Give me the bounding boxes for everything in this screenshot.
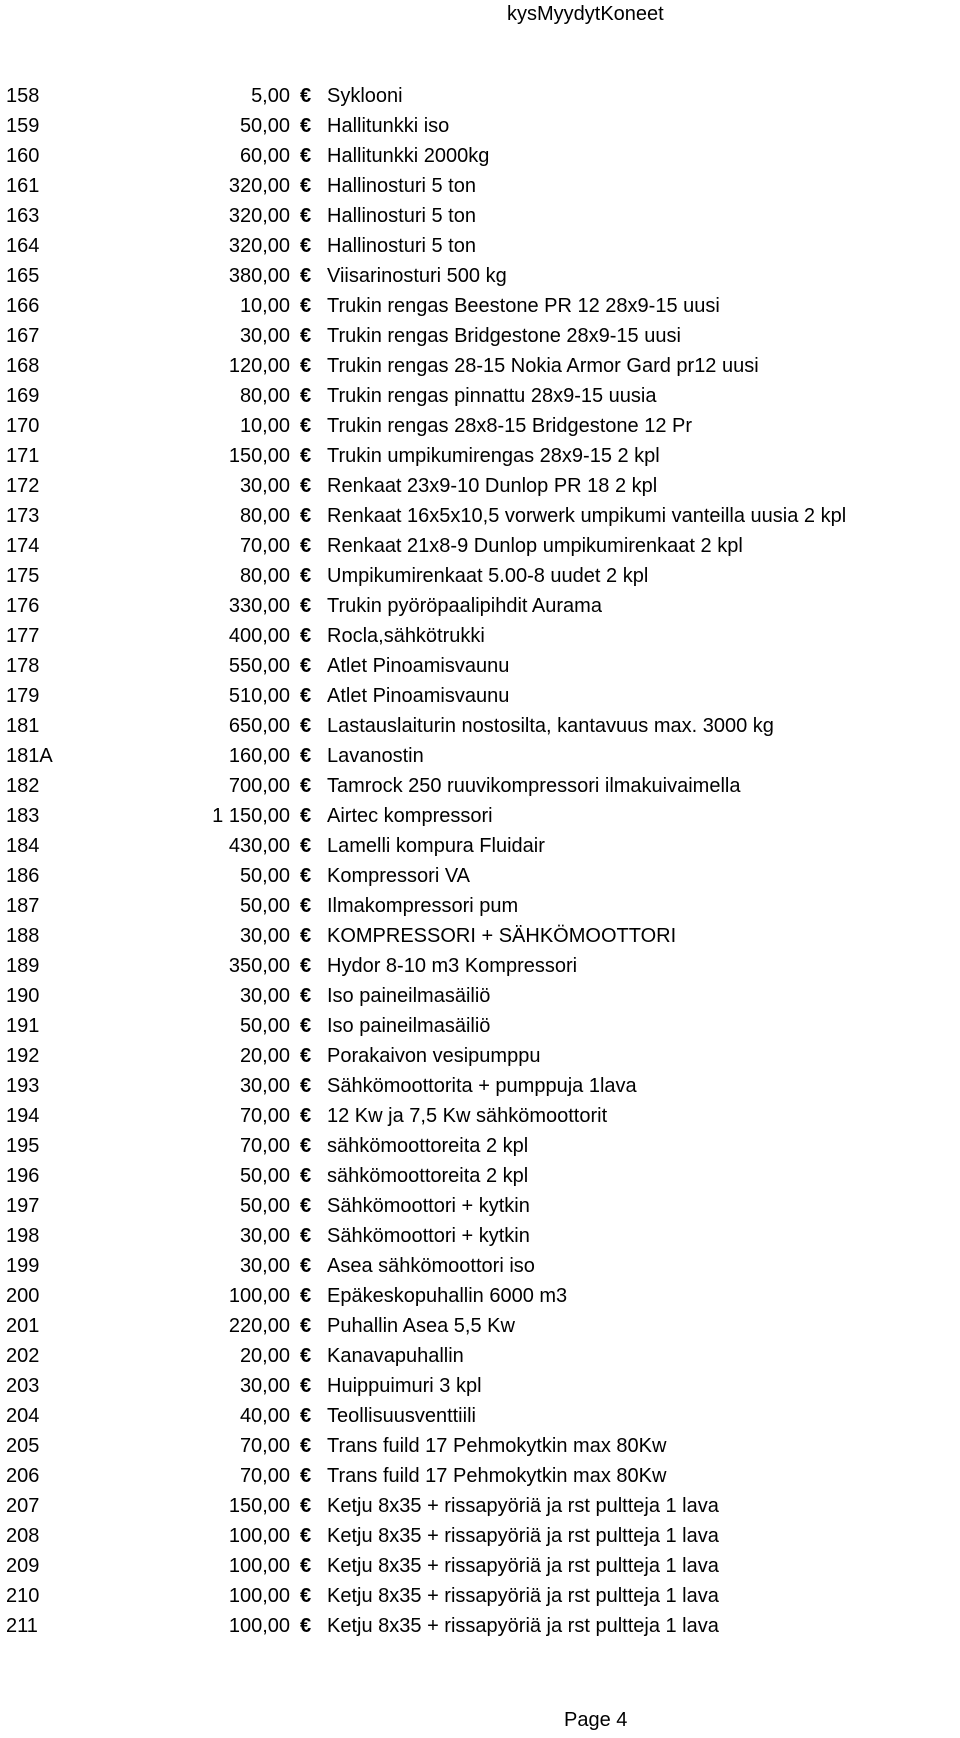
currency-symbol: € xyxy=(300,955,312,977)
item-description: Renkaat 21x8-9 Dunlop umpikumirenkaat 2 kpl xyxy=(327,535,743,557)
item-number: 204 xyxy=(6,1405,40,1427)
item-description: Trukin rengas Beestone PR 12 28x9-15 uusi xyxy=(327,295,720,317)
item-description: sähkömoottoreita 2 kpl xyxy=(327,1135,529,1157)
item-number: 174 xyxy=(6,535,40,557)
list-item xyxy=(0,81,960,111)
list-item xyxy=(0,831,960,861)
list-item xyxy=(0,321,960,351)
currency-symbol: € xyxy=(300,1435,312,1457)
item-number: 192 xyxy=(6,1045,40,1067)
item-number: 209 xyxy=(6,1555,40,1577)
item-description: Syklooni xyxy=(327,85,403,107)
item-price: 70,00 xyxy=(239,1435,290,1457)
item-description: Ketju 8x35 + rissapyöriä ja rst pultteja 1 lava xyxy=(327,1615,719,1637)
list-item xyxy=(0,771,960,801)
item-description: Lamelli kompura Fluidair xyxy=(327,835,545,857)
list-item xyxy=(0,921,960,951)
item-price: 160,00 xyxy=(228,745,290,767)
item-description: Trukin rengas 28-15 Nokia Armor Gard pr12 uusi xyxy=(327,355,759,377)
item-number: 193 xyxy=(6,1075,40,1097)
list-item xyxy=(0,591,960,621)
list-item xyxy=(0,1551,960,1581)
item-description: Atlet Pinoamisvaunu xyxy=(327,685,510,707)
item-number: 207 xyxy=(6,1495,40,1517)
currency-symbol: € xyxy=(300,385,312,407)
item-number: 211 xyxy=(6,1615,38,1637)
item-price: 30,00 xyxy=(239,1075,290,1097)
item-description: Renkaat 23x9-10 Dunlop PR 18 2 kpl xyxy=(327,475,658,497)
item-description: Ilmakompressori pum xyxy=(327,895,519,917)
item-price: 380,00 xyxy=(228,265,290,287)
list-item xyxy=(0,1281,960,1311)
list-item xyxy=(0,681,960,711)
page-header xyxy=(0,0,960,28)
page-title: kysMyydytKoneet xyxy=(507,3,664,25)
item-number: 183 xyxy=(6,805,40,827)
list-item xyxy=(0,411,960,441)
item-price: 20,00 xyxy=(239,1045,290,1067)
item-description: Trukin umpikumirengas 28x9-15 2 kpl xyxy=(327,445,660,467)
item-description: Ketju 8x35 + rissapyöriä ja rst pultteja 1 lava xyxy=(327,1495,719,1517)
item-price: 70,00 xyxy=(239,1105,290,1127)
list-item xyxy=(0,201,960,231)
item-number: 179 xyxy=(6,685,40,707)
item-number: 201 xyxy=(6,1315,40,1337)
currency-symbol: € xyxy=(300,715,312,737)
item-number: 159 xyxy=(6,115,40,137)
list-item xyxy=(0,651,960,681)
item-price: 60,00 xyxy=(239,145,290,167)
list-item xyxy=(0,981,960,1011)
item-price: 100,00 xyxy=(228,1615,290,1637)
item-number: 164 xyxy=(6,235,40,257)
item-number: 158 xyxy=(6,85,40,107)
item-description: Umpikumirenkaat 5.00-8 uudet 2 kpl xyxy=(327,565,649,587)
item-price: 80,00 xyxy=(239,505,290,527)
item-description: Kanavapuhallin xyxy=(327,1345,464,1367)
currency-symbol: € xyxy=(300,295,312,317)
item-number: 163 xyxy=(6,205,40,227)
item-number: 208 xyxy=(6,1525,40,1547)
item-description: Puhallin Asea 5,5 Kw xyxy=(327,1315,515,1337)
list-item xyxy=(0,1131,960,1161)
item-description: Lavanostin xyxy=(327,745,424,767)
item-number: 178 xyxy=(6,655,40,677)
currency-symbol: € xyxy=(300,805,312,827)
item-description: Lastauslaiturin nostosilta, kantavuus max. 3000 kg xyxy=(327,715,774,737)
item-description: Trans fuild 17 Pehmokytkin max 80Kw xyxy=(327,1465,667,1487)
item-price: 550,00 xyxy=(228,655,290,677)
item-description: Hydor 8-10 m3 Kompressori xyxy=(327,955,578,977)
currency-symbol: € xyxy=(300,745,312,767)
list-item xyxy=(0,471,960,501)
item-number: 165 xyxy=(6,265,40,287)
item-number: 199 xyxy=(6,1255,40,1277)
item-number: 189 xyxy=(6,955,40,977)
list-item xyxy=(0,1401,960,1431)
list-item xyxy=(0,1581,960,1611)
item-description: Epäkeskopuhallin 6000 m3 xyxy=(327,1285,568,1307)
list-item xyxy=(0,1101,960,1131)
currency-symbol: € xyxy=(300,475,312,497)
item-number: 161 xyxy=(6,175,40,197)
list-item xyxy=(0,111,960,141)
item-number: 166 xyxy=(6,295,40,317)
item-description: Ketju 8x35 + rissapyöriä ja rst pultteja 1 lava xyxy=(327,1555,719,1577)
list-item xyxy=(0,861,960,891)
item-price: 70,00 xyxy=(239,1135,290,1157)
item-number: 167 xyxy=(6,325,40,347)
list-item xyxy=(0,741,960,771)
item-description: KOMPRESSORI + SÄHKÖMOOTTORI xyxy=(327,925,677,947)
currency-symbol: € xyxy=(300,1165,312,1187)
item-number: 206 xyxy=(6,1465,40,1487)
item-description: Hallinosturi 5 ton xyxy=(327,205,476,227)
item-number: 187 xyxy=(6,895,40,917)
item-number: 202 xyxy=(6,1345,40,1367)
item-price: 100,00 xyxy=(228,1555,290,1577)
list-item xyxy=(0,1611,960,1641)
item-description: Trukin rengas Bridgestone 28x9-15 uusi xyxy=(327,325,681,347)
item-price: 80,00 xyxy=(239,565,290,587)
item-description: Viisarinosturi 500 kg xyxy=(327,265,507,287)
item-price: 330,00 xyxy=(228,595,290,617)
item-description: Hallinosturi 5 ton xyxy=(327,235,476,257)
item-price: 30,00 xyxy=(239,1255,290,1277)
list-item xyxy=(0,1251,960,1281)
item-description: 12 Kw ja 7,5 Kw sähkömoottorit xyxy=(327,1105,608,1127)
currency-symbol: € xyxy=(300,1225,312,1247)
list-item xyxy=(0,351,960,381)
currency-symbol: € xyxy=(300,355,312,377)
currency-symbol: € xyxy=(300,265,312,287)
item-price: 5,00 xyxy=(251,85,290,107)
item-number: 190 xyxy=(6,985,40,1007)
item-description: Iso paineilmasäiliö xyxy=(327,985,491,1007)
list-item xyxy=(0,261,960,291)
item-price: 430,00 xyxy=(228,835,290,857)
item-price: 20,00 xyxy=(239,1345,290,1367)
list-item xyxy=(0,621,960,651)
item-description: Tamrock 250 ruuvikompressori ilmakuivaimella xyxy=(327,775,741,797)
item-price: 40,00 xyxy=(239,1405,290,1427)
list-item xyxy=(0,951,960,981)
item-price: 120,00 xyxy=(228,355,290,377)
currency-symbol: € xyxy=(300,145,312,167)
item-price: 100,00 xyxy=(228,1285,290,1307)
item-number: 196 xyxy=(6,1165,40,1187)
currency-symbol: € xyxy=(300,235,312,257)
item-number: 203 xyxy=(6,1375,40,1397)
item-price: 50,00 xyxy=(239,1015,290,1037)
item-description: Kompressori VA xyxy=(327,865,471,887)
item-number: 195 xyxy=(6,1135,40,1157)
item-price: 10,00 xyxy=(239,415,290,437)
item-price: 650,00 xyxy=(228,715,290,737)
item-price: 400,00 xyxy=(228,625,290,647)
currency-symbol: € xyxy=(300,685,312,707)
currency-symbol: € xyxy=(300,1615,312,1637)
item-number: 182 xyxy=(6,775,40,797)
item-number: 160 xyxy=(6,145,40,167)
item-description: Airtec kompressori xyxy=(327,805,493,827)
list-item xyxy=(0,1371,960,1401)
item-number: 168 xyxy=(6,355,40,377)
list-item xyxy=(0,231,960,261)
currency-symbol: € xyxy=(300,415,312,437)
item-number: 172 xyxy=(6,475,40,497)
currency-symbol: € xyxy=(300,775,312,797)
currency-symbol: € xyxy=(300,325,312,347)
item-description: Asea sähkömoottori iso xyxy=(327,1255,535,1277)
item-description: Porakaivon vesipumppu xyxy=(327,1045,541,1067)
item-price: 320,00 xyxy=(228,235,290,257)
currency-symbol: € xyxy=(300,835,312,857)
item-price: 320,00 xyxy=(228,175,290,197)
list-item xyxy=(0,381,960,411)
item-number: 175 xyxy=(6,565,40,587)
item-number: 186 xyxy=(6,865,40,887)
item-description: Iso paineilmasäiliö xyxy=(327,1015,491,1037)
list-item xyxy=(0,1221,960,1251)
item-price: 50,00 xyxy=(239,865,290,887)
currency-symbol: € xyxy=(300,1465,312,1487)
item-description: sähkömoottoreita 2 kpl xyxy=(327,1165,529,1187)
item-price: 150,00 xyxy=(228,445,290,467)
item-number: 191 xyxy=(6,1015,40,1037)
currency-symbol: € xyxy=(300,115,312,137)
currency-symbol: € xyxy=(300,655,312,677)
item-description: Trans fuild 17 Pehmokytkin max 80Kw xyxy=(327,1435,667,1457)
item-price: 30,00 xyxy=(239,1375,290,1397)
currency-symbol: € xyxy=(300,595,312,617)
item-price: 80,00 xyxy=(239,385,290,407)
item-price: 50,00 xyxy=(239,115,290,137)
list-item xyxy=(0,801,960,831)
item-description: Teollisuusventtiili xyxy=(327,1405,476,1427)
list-item xyxy=(0,1491,960,1521)
item-number: 173 xyxy=(6,505,40,527)
item-description: Renkaat 16x5x10,5 vorwerk umpikumi vanteilla uusia 2 kpl xyxy=(327,505,847,527)
list-item xyxy=(0,531,960,561)
item-description: Sähkömoottori + kytkin xyxy=(327,1225,530,1247)
item-price: 50,00 xyxy=(239,895,290,917)
list-item xyxy=(0,291,960,321)
list-item xyxy=(0,171,960,201)
item-number: 181 xyxy=(6,715,40,737)
item-number: 200 xyxy=(6,1285,40,1307)
item-price: 150,00 xyxy=(228,1495,290,1517)
item-price: 350,00 xyxy=(228,955,290,977)
list-item xyxy=(0,561,960,591)
currency-symbol: € xyxy=(300,175,312,197)
item-number: 198 xyxy=(6,1225,40,1247)
currency-symbol: € xyxy=(300,1315,312,1337)
item-price: 100,00 xyxy=(228,1585,290,1607)
currency-symbol: € xyxy=(300,1585,312,1607)
item-price: 50,00 xyxy=(239,1195,290,1217)
list-item xyxy=(0,1341,960,1371)
list-item xyxy=(0,501,960,531)
item-description: Hallitunkki iso xyxy=(327,115,450,137)
item-number: 176 xyxy=(6,595,40,617)
item-price: 1 150,00 xyxy=(212,805,290,827)
currency-symbol: € xyxy=(300,1495,312,1517)
list-item xyxy=(0,1011,960,1041)
item-price: 30,00 xyxy=(239,475,290,497)
currency-symbol: € xyxy=(300,1135,312,1157)
currency-symbol: € xyxy=(300,535,312,557)
item-price: 100,00 xyxy=(228,1525,290,1547)
item-description: Rocla,sähkötrukki xyxy=(327,625,485,647)
item-description: Hallinosturi 5 ton xyxy=(327,175,476,197)
item-number: 210 xyxy=(6,1585,40,1607)
currency-symbol: € xyxy=(300,85,312,107)
list-item xyxy=(0,441,960,471)
item-description: Huippuimuri 3 kpl xyxy=(327,1375,482,1397)
item-price: 70,00 xyxy=(239,1465,290,1487)
list-item xyxy=(0,891,960,921)
item-number: 171 xyxy=(6,445,40,467)
item-price: 50,00 xyxy=(239,1165,290,1187)
item-description: Sähkömoottori + kytkin xyxy=(327,1195,530,1217)
currency-symbol: € xyxy=(300,895,312,917)
currency-symbol: € xyxy=(300,1555,312,1577)
currency-symbol: € xyxy=(300,1015,312,1037)
item-description: Hallitunkki 2000kg xyxy=(327,145,490,167)
currency-symbol: € xyxy=(300,925,312,947)
item-price: 30,00 xyxy=(239,925,290,947)
item-number: 184 xyxy=(6,835,40,857)
currency-symbol: € xyxy=(300,1405,312,1427)
list-item xyxy=(0,1461,960,1491)
currency-symbol: € xyxy=(300,1045,312,1067)
currency-symbol: € xyxy=(300,1075,312,1097)
currency-symbol: € xyxy=(300,505,312,527)
item-price: 30,00 xyxy=(239,1225,290,1247)
item-description: Trukin pyöröpaalipihdit Aurama xyxy=(327,595,602,617)
item-number: 197 xyxy=(6,1195,40,1217)
currency-symbol: € xyxy=(300,865,312,887)
currency-symbol: € xyxy=(300,1285,312,1307)
list-item xyxy=(0,1311,960,1341)
item-description: Atlet Pinoamisvaunu xyxy=(327,655,510,677)
item-description: Ketju 8x35 + rissapyöriä ja rst pultteja 1 lava xyxy=(327,1585,719,1607)
list-item xyxy=(0,1161,960,1191)
page-number: Page 4 xyxy=(564,1709,628,1731)
item-price: 510,00 xyxy=(228,685,290,707)
item-price: 30,00 xyxy=(239,985,290,1007)
list-item xyxy=(0,1041,960,1071)
item-number: 194 xyxy=(6,1105,40,1127)
item-price: 320,00 xyxy=(228,205,290,227)
currency-symbol: € xyxy=(300,205,312,227)
item-number: 181A xyxy=(6,745,53,767)
item-number: 170 xyxy=(6,415,40,437)
currency-symbol: € xyxy=(300,1375,312,1397)
list-item xyxy=(0,711,960,741)
item-price: 30,00 xyxy=(239,325,290,347)
list-item xyxy=(0,1521,960,1551)
list-item xyxy=(0,1431,960,1461)
currency-symbol: € xyxy=(300,445,312,467)
item-number: 177 xyxy=(6,625,40,647)
item-list xyxy=(0,81,960,1641)
item-price: 10,00 xyxy=(239,295,290,317)
currency-symbol: € xyxy=(300,625,312,647)
page-footer xyxy=(0,1706,960,1734)
currency-symbol: € xyxy=(300,985,312,1007)
list-item xyxy=(0,1191,960,1221)
currency-symbol: € xyxy=(300,565,312,587)
currency-symbol: € xyxy=(300,1105,312,1127)
currency-symbol: € xyxy=(300,1195,312,1217)
list-item xyxy=(0,1071,960,1101)
item-number: 205 xyxy=(6,1435,40,1457)
currency-symbol: € xyxy=(300,1525,312,1547)
item-number: 169 xyxy=(6,385,40,407)
item-description: Ketju 8x35 + rissapyöriä ja rst pultteja 1 lava xyxy=(327,1525,719,1547)
item-description: Trukin rengas 28x8-15 Bridgestone 12 Pr xyxy=(327,415,693,437)
item-price: 220,00 xyxy=(228,1315,290,1337)
item-price: 700,00 xyxy=(228,775,290,797)
list-item xyxy=(0,141,960,171)
item-description: Sähkömoottorita + pumppuja 1lava xyxy=(327,1075,637,1097)
currency-symbol: € xyxy=(300,1255,312,1277)
item-number: 188 xyxy=(6,925,40,947)
item-price: 70,00 xyxy=(239,535,290,557)
currency-symbol: € xyxy=(300,1345,312,1367)
item-description: Trukin rengas pinnattu 28x9-15 uusia xyxy=(327,385,657,407)
